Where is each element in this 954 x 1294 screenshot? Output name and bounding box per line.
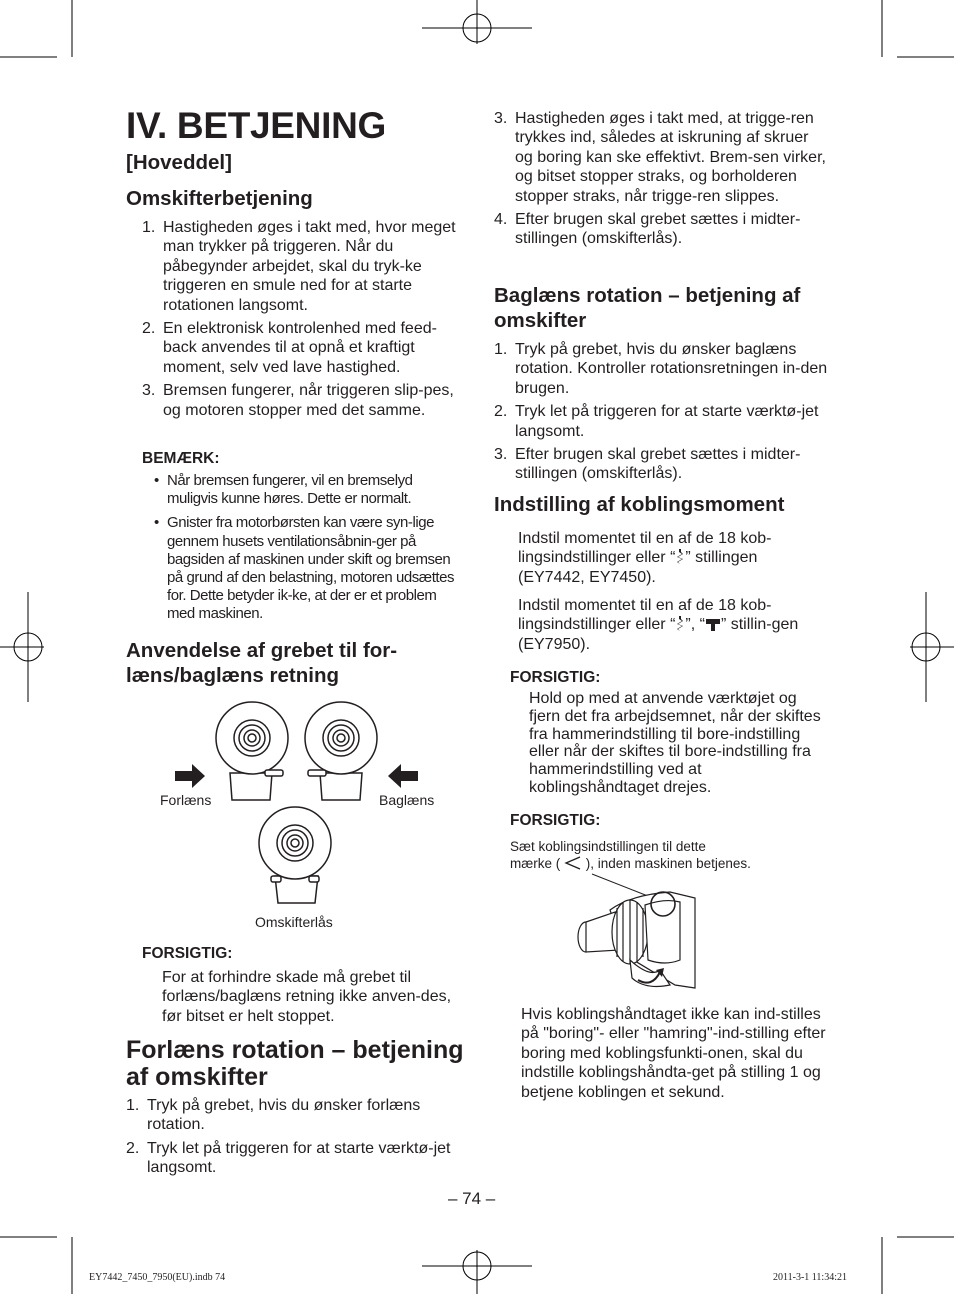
reverse-arrow-icon bbox=[388, 764, 418, 788]
clutch-mark-instruction: Sæt koblingsindstillingen til dette mærke ( ), inden maskinen betjenes. bbox=[510, 839, 751, 871]
list-item: 2. Tryk let på triggeren for at starte værktø-jet langsomt. bbox=[126, 1139, 451, 1177]
page-number: – 74 – bbox=[448, 1189, 496, 1208]
footer-date: 2011-3-1 11:34:21 bbox=[773, 1272, 847, 1283]
list-item: 2. Tryk let på triggeren for at starte værktø-jet langsomt. bbox=[494, 403, 819, 440]
page-title: IV. BETJENING bbox=[126, 105, 386, 146]
footer-file: EY7442_7450_7950(EU).indb 74 bbox=[89, 1272, 226, 1283]
forlaens-list bbox=[126, 1096, 464, 1182]
note-item: • Når bremsen fungerer, vil en bremselyd muligvis kunne høres. Dette er normalt. bbox=[154, 472, 413, 508]
list-item: 2. En elektronisk kontrolenhed med feed-back anvendes til at opnå et kraftigt moment, selv ved lave hastighed. bbox=[142, 320, 437, 376]
hammer-icon bbox=[705, 617, 721, 631]
figure-label-lock: Omskifterlås bbox=[255, 914, 333, 930]
list-item: 3. Efter brugen skal grebet sættes i midter-stillingen (omskifterlås). bbox=[494, 446, 801, 483]
section-subtitle: [Hoveddel] bbox=[126, 151, 232, 174]
kobling-heading: Indstilling af koblingsmoment bbox=[494, 493, 785, 516]
list-item: 1. Tryk på grebet, hvis du ønsker baglæns rotation. Kontroller rotationsretningen in-den brugen. bbox=[494, 341, 828, 397]
note-label: BEMÆRK: bbox=[142, 450, 220, 467]
caution-text: Hold op med at anvende værktøjet og fjern det fra arbejdsemnet, når der skiftes fra hammerindstilling til bore-indstilling eller når der skiftes til bore-indstilling fra hammerindstilling ved at koblingshåndtaget drejes. bbox=[529, 690, 821, 796]
grebet-heading: Anvendelse af grebet til for-læns/baglæns retning bbox=[126, 639, 398, 687]
note-list bbox=[153, 472, 458, 630]
caution-text: For at forhindre skade må grebet til forlæns/baglæns retning ikke anven-des, før bitset er helt stoppet. bbox=[162, 969, 452, 1025]
baglaens-list bbox=[494, 340, 830, 488]
list-item: 3. Bremsen fungerer, når triggeren slip-pes, og motoren stopper med det samme. bbox=[142, 382, 454, 419]
forward-arrow-icon bbox=[175, 764, 205, 788]
figure-label-reverse: Baglæns bbox=[379, 792, 435, 808]
caution-label: FORSIGTIG: bbox=[142, 945, 233, 962]
list-item: 1. Hastigheden øges i takt med, hvor meget man trykker på triggeren. Når du påbegynder arbejdet, skal du tryk-ke triggeren en smule ned for at starte rotationen langsomt. bbox=[142, 219, 456, 314]
clutch-setting-figure bbox=[570, 860, 705, 1000]
caution-label: FORSIGTIG: bbox=[510, 669, 601, 686]
list-item: 4. Efter brugen skal grebet sættes i midter-stillingen (omskifterlås). bbox=[494, 211, 801, 248]
omskifter-heading: Omskifterbetjening bbox=[126, 187, 313, 210]
omskifter-list bbox=[142, 218, 464, 424]
list-item: 1. Tryk på grebet, hvis du ønsker forlæns rotation. bbox=[126, 1097, 421, 1134]
kobling-paragraph-1: Indstil momentet til en af de 18 kob-lingsindstillinger eller “ ” stillingen (EY7442, EY7450). bbox=[518, 530, 772, 586]
caution-label: FORSIGTIG: bbox=[510, 812, 601, 829]
list-item: 3. Hastigheden øges i takt med, at trigge-ren trykkes ind, således at iskruning af skruer og boring kan ske effektivt. Brem-sen virker, og bitset stopper straks, og borholderen stopper straks, når trigge-ren slippes. bbox=[494, 110, 826, 205]
figure-label-forward: Forlæns bbox=[160, 792, 212, 808]
drill-icon bbox=[675, 549, 685, 564]
kobling-paragraph-2: Indstil momentet til en af de 18 kob-lingsindstillinger eller “ ”, “ ” stillin-gen (EY7950). bbox=[518, 597, 799, 653]
clutch-final-text: Hvis koblingshåndtaget ikke kan ind-stilles på "boring"- eller "hamring"-ind-stilling efter boring med koblingsfunkti-onen, skal du indstille koblingshåndta-get på stilling 1 og betjene koblingen et sekund. bbox=[521, 1006, 826, 1101]
forlaens-heading: Forlæns rotation – betjening af omskifter bbox=[126, 1036, 464, 1091]
continued-list bbox=[494, 109, 830, 253]
direction-lever-figure bbox=[170, 698, 440, 948]
drill-icon bbox=[675, 616, 685, 631]
baglaens-heading: Baglæns rotation – betjening af omskifter bbox=[494, 284, 801, 332]
note-item: • Gnister fra motorbørsten kan være syn-lige gennem husets ventilationsåbnin-ger på bagsiden af maskinen under skift og bremsen på grund af den belastning, motoren udsættes for. Dette betyder ik-ke, at der er et problem med maskinen. bbox=[154, 514, 455, 623]
